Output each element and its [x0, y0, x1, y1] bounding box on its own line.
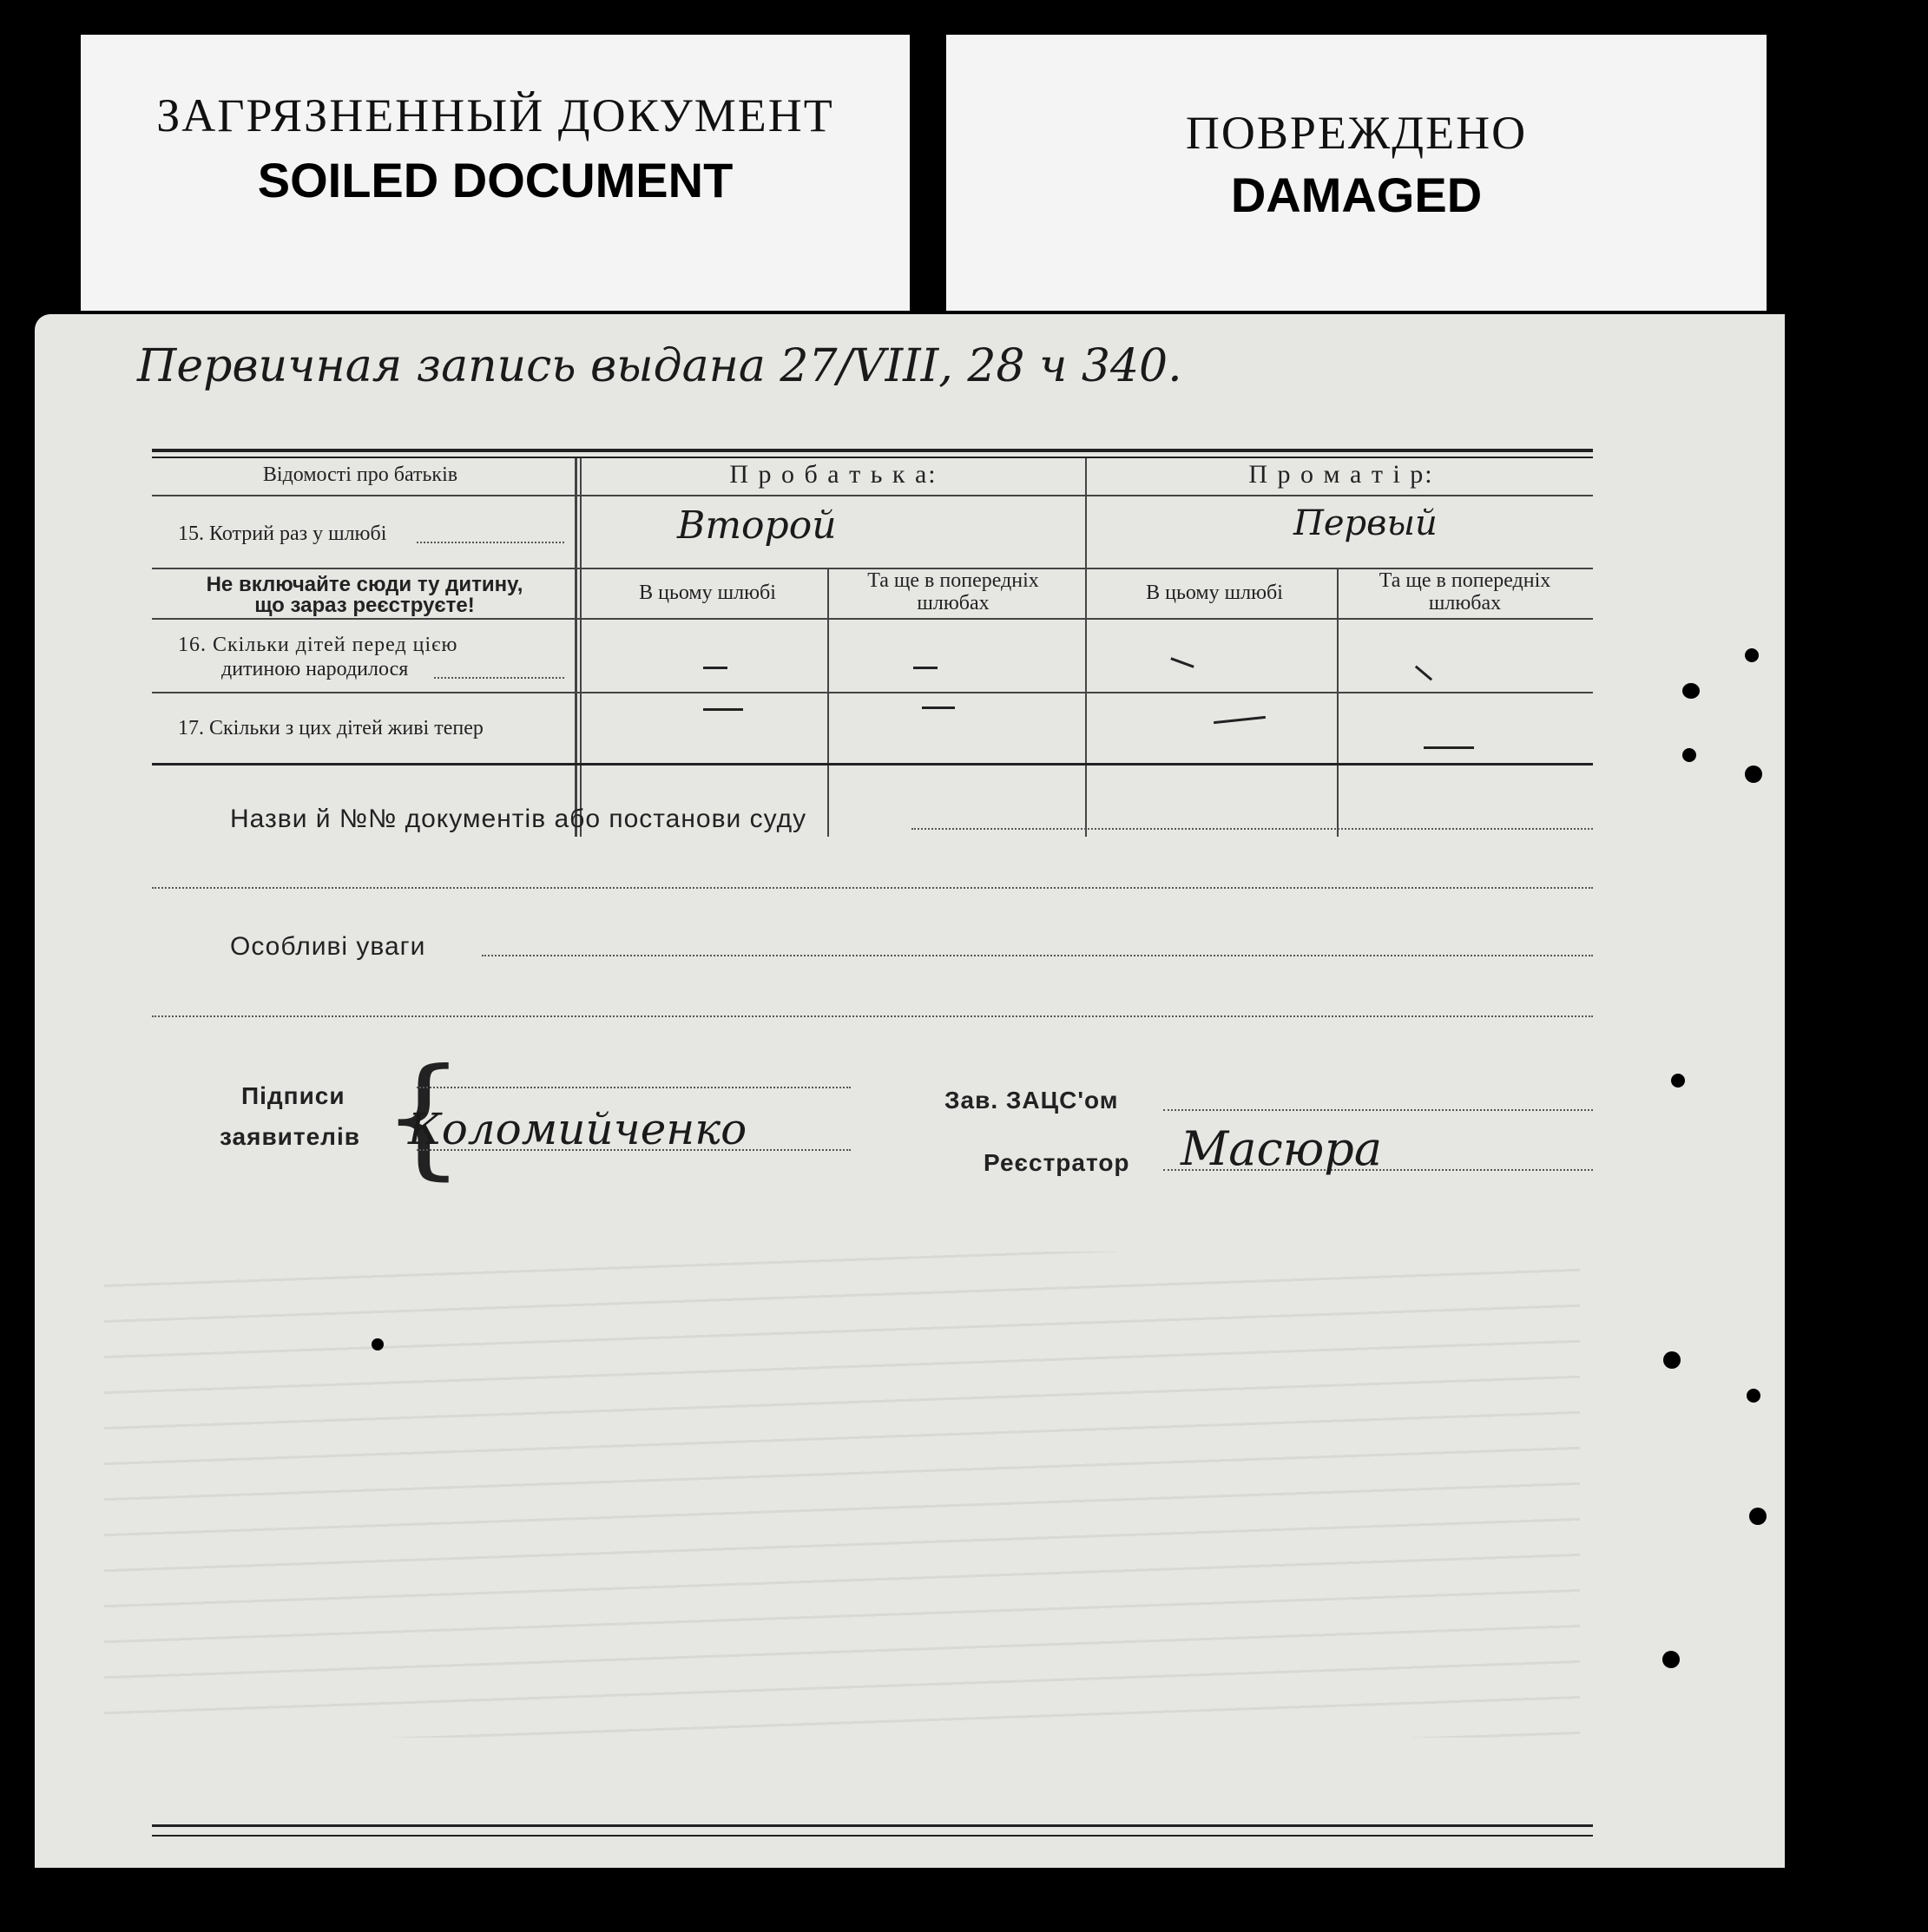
punch-hole: [1682, 748, 1696, 762]
row16-father-dash: [703, 667, 727, 669]
mother-header: П р о м а т і р:: [1248, 460, 1434, 489]
table-divider: [1337, 568, 1339, 837]
father-header: П р о б а т ь к а:: [729, 460, 938, 489]
exclude-note-1: Не включайте сюди ту дитину,: [206, 573, 523, 596]
table-row-line: [152, 618, 1593, 620]
row15-leader: [417, 542, 564, 543]
registrar-signature: Масюра: [1181, 1121, 1383, 1176]
remarks-line: [482, 955, 1593, 956]
damaged-label-en: DAMAGED: [1230, 168, 1483, 222]
head-line: [1163, 1109, 1593, 1111]
row16-label-2: дитиною народилося: [221, 658, 409, 680]
mother-prev-marriages-header: Та ще в попередніх шлюбах: [1379, 569, 1551, 614]
row16-mother-prev-dash: [1415, 666, 1432, 681]
table-head-label: Відомості про батьків: [262, 463, 458, 486]
row16-label-1: 16. Скільки дітей перед цією: [178, 634, 458, 656]
signatures-label-2: заявителів: [220, 1123, 360, 1150]
damaged-label-ru: ПОВРЕЖДЕНО: [1185, 107, 1528, 159]
table-bottom-rule: [152, 763, 1593, 766]
punch-hole: [1663, 1351, 1681, 1369]
punch-hole: [1745, 766, 1762, 783]
row15-label: 15. Котрий раз у шлюбі: [178, 522, 387, 545]
signature-line-1: [417, 1087, 851, 1088]
bleed-through-texture: [104, 1252, 1580, 1738]
row17-label: 17. Скільки з цих дітей живі тепер: [178, 717, 484, 739]
remarks-label: Особливі уваги: [230, 932, 426, 961]
row16-father-prev-dash: [913, 667, 938, 669]
exclude-note-2: що зараз реєструєте!: [254, 594, 475, 617]
father-this-marriage-header: В цьому шлюбі: [639, 582, 776, 604]
soiled-label-en: SOILED DOCUMENT: [257, 153, 734, 207]
head-label: Зав. ЗАЦС'ом: [944, 1087, 1119, 1114]
punch-hole: [372, 1338, 384, 1350]
table-divider: [1085, 458, 1087, 837]
table-row-line: [152, 495, 1593, 496]
row17-mother-prev-dash: [1424, 746, 1474, 749]
bottom-rule-2: [152, 1835, 1593, 1837]
documents-line: [911, 828, 1593, 830]
documents-line-2: [152, 887, 1593, 889]
mother-this-marriage-header: В цьому шлюбі: [1146, 582, 1283, 604]
punch-hole: [1671, 1074, 1685, 1088]
bottom-rule: [152, 1824, 1593, 1827]
document-page: [35, 314, 1785, 1868]
applicant-signature: Коломийченко: [408, 1104, 747, 1154]
row15-mother-value: Первый: [1293, 503, 1438, 543]
table-divider: [827, 568, 829, 837]
row16-leader: [434, 677, 564, 679]
table-divider: [580, 458, 582, 837]
top-note: Первичная запись выдана 27/VIII, 28 ч 340.: [137, 340, 1182, 392]
row17-father-dash: [703, 708, 743, 711]
punch-hole: [1662, 1651, 1680, 1668]
table-row-line: [152, 692, 1593, 693]
father-prev-marriages-header: Та ще в попередніх шлюбах: [867, 569, 1039, 614]
row15-father-value: Второй: [677, 503, 837, 548]
documents-label: Назви й №№ документів або постанови суду: [230, 805, 807, 833]
signature-brace: {: [382, 1042, 465, 1193]
table-top-rule: [152, 449, 1593, 452]
row17-mother-dash: [1214, 716, 1266, 724]
remarks-line-2: [152, 1015, 1593, 1017]
soiled-label-ru: ЗАГРЯЗНЕННЫЙ ДОКУМЕНТ: [156, 89, 834, 141]
row17-father-prev-dash: [922, 706, 955, 709]
punch-hole: [1682, 683, 1700, 699]
row16-mother-dash: [1170, 657, 1194, 667]
punch-hole: [1747, 1389, 1760, 1403]
table-top-rule-2: [152, 457, 1593, 458]
punch-hole: [1745, 648, 1759, 662]
soiled-document-card: [81, 35, 910, 311]
registrar-label: Реєстратор: [984, 1149, 1130, 1176]
punch-hole: [1749, 1508, 1767, 1525]
table-divider: [575, 458, 577, 837]
signatures-label-1: Підписи: [241, 1082, 345, 1109]
damaged-document-card: [946, 35, 1767, 311]
